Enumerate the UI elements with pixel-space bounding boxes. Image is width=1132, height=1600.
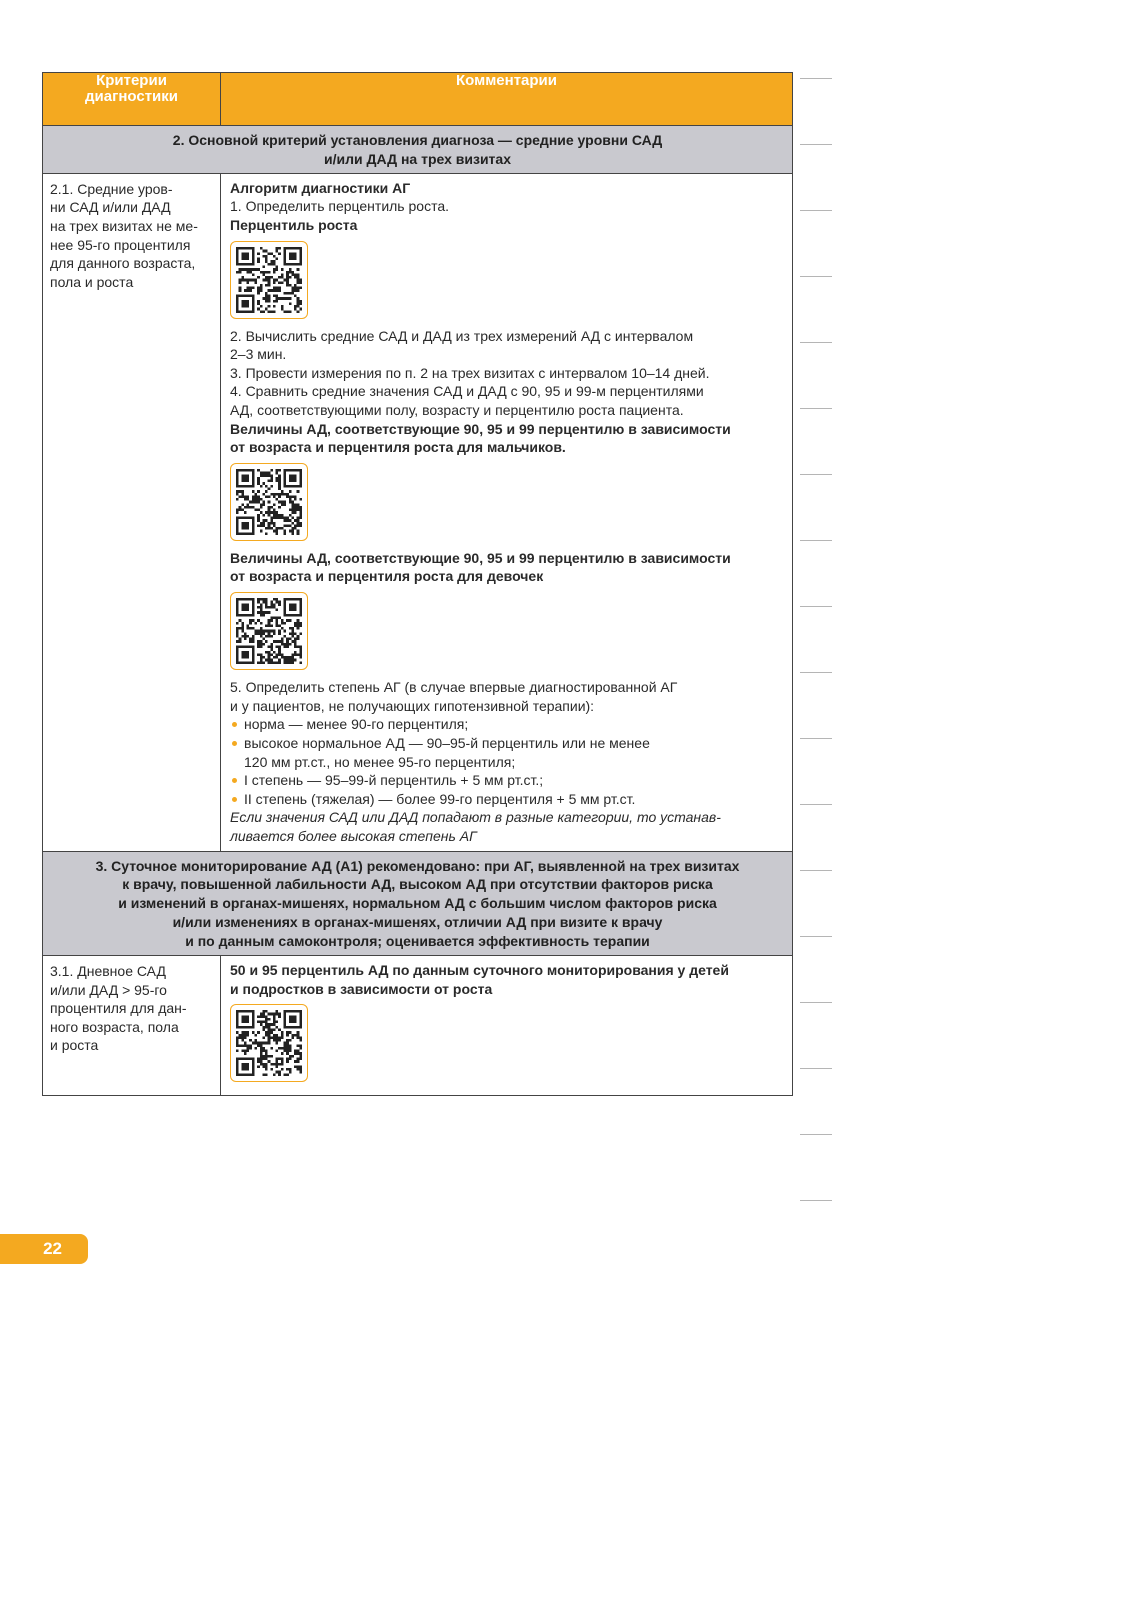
table-header-row [43,73,793,126]
margin-line [800,78,832,79]
list-item: высокое нормальное АД — 90–95-й перцентиль или не менее 120 мм рт.ст., но менее 95-го перцентиля; [230,734,784,771]
qr-code-icon[interactable] [230,463,308,541]
list-item: норма — менее 90-го перцентиля; [230,715,784,734]
step-2: 2. Вычислить средние САД и ДАД из трех измерений АД с интервалом 2–3 мин. [230,327,694,363]
table-row-2-1 [43,173,793,851]
header-comments: Комментарии [221,73,793,126]
section-3-title: 3. Суточное мониторирование АД (А1) рекомендовано: при АГ, выявленной на трех визитах к врачу, повышенной лабильности АД, высоком АД при отсутствии факторов риска и изменений в органах-мишенях, нормальном АД с большим числом факторов риска и/или изменениях в органах-мишенях, отличии АД при визите к врачу и по данным самоконтроля; оценивается эффективность терапии [43,851,793,955]
margin-line [800,408,832,409]
margin-line [800,144,832,145]
qr-code-icon[interactable] [230,592,308,670]
qr-code-icon[interactable] [230,1004,308,1082]
qr-4-label: 50 и 95 перцентиль АД по данным суточного мониторирования у детей и подростков в зависимости от роста [230,962,729,997]
qr-3-label: Величины АД, соответствующие 90, 95 и 99 перцентилю в зависимости от возраста и перцентиля роста для девочек [230,549,731,585]
margin-line [800,540,832,541]
margin-line [800,342,832,343]
step-1: 1. Определить перцентиль роста. [230,198,449,215]
diagnostic-criteria-table [42,72,793,1096]
list-item: II степень (тяжелая) — более 99-го перцентиля + 5 мм рт.ст. [230,790,784,809]
table-row-3-1 [43,956,793,1096]
qr-1-label: Перцентиль роста [230,217,358,233]
margin-line [800,1068,832,1069]
qr-2-label: Величины АД, соответствующие 90, 95 и 99 перцентилю в зависимости от возраста и перцентиля роста для мальчиков. [230,420,731,456]
section-3-row [43,851,793,955]
comment-2-1 [221,173,793,851]
margin-line [800,1200,832,1201]
qr-code-icon[interactable] [230,241,308,319]
section-2-row [43,126,793,174]
margin-line [800,276,832,277]
list-item: I степень — 95–99-й перцентиль + 5 мм рт.ст.; [230,771,784,790]
criterion-3-1: 3.1. Дневное САД и/или ДАД > 95-го процентиля для дан- ного возраста, пола и роста [43,956,221,1096]
comment-3-1 [221,956,793,1096]
margin-line [800,474,832,475]
margin-line [800,1134,832,1135]
step-3: 3. Провести измерения по п. 2 на трех визитах с интервалом 10–14 дней. [230,364,710,381]
margin-line [800,936,832,937]
step-4: 4. Сравнить средние значения САД и ДАД с 90, 95 и 99-м перцентилями АД, соответствующими полу, возрасту и перцентилю роста пациента. [230,383,704,419]
margin-line [800,210,832,211]
header-criteria: Критерии диагностики [43,73,221,126]
ag-grade-list [230,715,784,808]
margin-line [800,738,832,739]
margin-line [800,606,832,607]
section-2-title: 2. Основной критерий установления диагноза — средние уровни САД и/или ДАД на трех визитах [43,126,793,174]
margin-line [800,1002,832,1003]
page-number: 22 [0,1234,88,1264]
note: Если значения САД или ДАД попадают в разные категории, то устанав- ливается более высокая степень АГ [230,809,721,844]
margin-rule-lines [800,70,834,1230]
margin-line [800,672,832,673]
margin-line [800,870,832,871]
criterion-2-1: 2.1. Средние уров- ни САД и/или ДАД на трех визитах не ме- нее 95-го процентиля для данного возраста, пола и роста [43,173,221,851]
step-5: 5. Определить степень АГ (в случае впервые диагностированной АГ и у пациентов, не получающих гипотензивной терапии): [230,679,678,714]
margin-line [800,804,832,805]
algorithm-title: Алгоритм диагностики АГ [230,179,411,196]
